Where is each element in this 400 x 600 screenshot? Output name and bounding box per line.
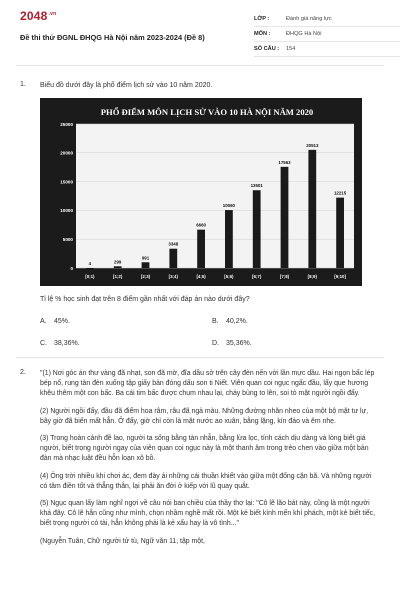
meta-value: 154 bbox=[286, 46, 296, 52]
x-tick-label: [3;4) bbox=[168, 274, 178, 279]
page-header bbox=[16, 0, 384, 66]
option-c[interactable] bbox=[40, 340, 80, 347]
option-letter: C. bbox=[40, 340, 47, 347]
bar bbox=[142, 262, 150, 268]
data-label: 17563 bbox=[278, 159, 291, 165]
data-label: 12215 bbox=[333, 190, 347, 196]
y-tick-label: 15000 bbox=[60, 179, 73, 185]
bar bbox=[197, 230, 205, 268]
x-tick-label: [6;7) bbox=[252, 274, 262, 279]
site-logo[interactable] bbox=[20, 9, 56, 23]
x-tick-label: [5;6) bbox=[224, 274, 234, 279]
option-letter: D. bbox=[212, 340, 219, 347]
passage-paragraph: (4) Ông trời nhiều khi chơi ác, đem đày ải những cái thuần khiết vào giữa một đống cặn bã. Và những người có tâm điền tốt và thẳng thắn, lại phải ăn đời ở kiếp với lũ quay quắt. bbox=[40, 472, 372, 490]
meta-row-subject bbox=[254, 27, 400, 42]
logo-text: 2048 bbox=[20, 9, 48, 23]
y-tick-label: 5000 bbox=[62, 237, 73, 242]
bar bbox=[86, 268, 94, 269]
meta-value: Đánh giá năng lực bbox=[286, 16, 332, 22]
bar bbox=[281, 167, 289, 268]
question-prompt: Tỉ lệ % học sinh đạt trên 8 điểm gần nhất với đáp án nào dưới đây? bbox=[40, 296, 250, 303]
option-text: 45%. bbox=[54, 318, 70, 325]
score-distribution-chart bbox=[40, 98, 362, 286]
exam-meta bbox=[254, 12, 400, 57]
option-a[interactable] bbox=[40, 318, 70, 325]
data-label: 4 bbox=[88, 260, 92, 266]
y-tick-label: 0 bbox=[70, 265, 73, 271]
x-tick-label: [4;5) bbox=[196, 274, 206, 279]
x-tick-label: [7;8) bbox=[279, 274, 290, 279]
y-tick-label: 25000 bbox=[60, 121, 73, 127]
option-text: 40,2%. bbox=[226, 318, 248, 325]
data-label: 991 bbox=[141, 255, 150, 261]
option-letter: A. bbox=[40, 318, 47, 325]
data-label: 13501 bbox=[250, 183, 263, 189]
meta-row-count bbox=[254, 42, 400, 57]
x-tick-label: [1;2) bbox=[113, 274, 123, 279]
option-b[interactable] bbox=[212, 318, 248, 325]
data-label: 3348 bbox=[168, 241, 179, 247]
meta-label: SỐ CÂU : bbox=[254, 46, 280, 52]
bar bbox=[225, 210, 233, 268]
option-text: 35,36%. bbox=[226, 340, 252, 347]
data-label: 6660 bbox=[196, 222, 206, 228]
data-label: 299 bbox=[114, 259, 122, 265]
bar bbox=[253, 190, 261, 268]
chart-svg bbox=[40, 98, 362, 286]
bar bbox=[114, 266, 122, 268]
meta-row-class bbox=[254, 12, 400, 27]
passage-paragraph: (5) Ngục quan lấy làm nghĩ ngợi về câu nói ban chiều của thầy thơ lại: "Cô lẽ lão bát này, cũng là một người khá đây. Cô lẽ hắn cũng như mình, chọn nhầm nghề mất rồi. Một kẻ biết kính mến khí phách, một kẻ biết tiếc, biết trọng người có tài, hẳn không phải là kẻ xấu hay là vô tình..." bbox=[40, 500, 376, 528]
data-label: 20513 bbox=[306, 142, 319, 148]
option-letter: B. bbox=[212, 318, 219, 325]
passage-paragraph: "(1) Nơi góc án thư vàng đã nhạt, son đã mờ, đĩa dầu sở trên cây đèn nến với lần mực dầu. Hai ngọn bấc lép bép nổ, rung tàn đèn xuống tập giấy bản đóng dấu son ti Niết. Viên quan coi ngục ngấc đầu, lấy que hương khêu thêm một con bấc. Ba cái tim bấc được chụm nhau lại, cháy bùng to lên, soi tỏ mặt người ngồi đấy. bbox=[40, 370, 375, 398]
bar bbox=[169, 249, 177, 268]
reading-passage bbox=[40, 369, 376, 554]
chart-title: PHỔ ĐIỂM MÔN LỊCH SỬ VÀO 10 HÀ NỘI NĂM 2020 bbox=[100, 107, 314, 117]
data-label: 10060 bbox=[222, 203, 236, 209]
y-tick-label: 20000 bbox=[60, 150, 73, 156]
meta-value: ĐHQG Hà Nội bbox=[286, 31, 322, 37]
meta-label: MÔN : bbox=[254, 31, 271, 37]
x-tick-label: [2;3) bbox=[140, 274, 151, 279]
x-tick-label: [0;1) bbox=[85, 274, 95, 279]
y-tick-label: 10000 bbox=[60, 208, 73, 214]
question-1 bbox=[20, 81, 380, 91]
option-d[interactable] bbox=[212, 340, 252, 347]
passage-paragraph: (3) Trong hoàn cảnh đề lao, người ta sống bằng tàn nhẫn, bằng lừa lọc, tính cách dịu dàng và lòng biết giá người, biết trọng người ngay của viên quan coi ngục này là một thanh âm trong trẻo chen vào giữa một bản đàn mà nhạc luật đều hỗn loạn xô bồ. bbox=[40, 435, 369, 463]
logo-suffix: .vn bbox=[48, 11, 57, 17]
question-number: 1. bbox=[20, 81, 26, 88]
question-divider bbox=[16, 357, 384, 358]
x-tick-label: [8;9) bbox=[307, 274, 317, 279]
passage-paragraph: (2) Người ngồi đấy, đầu đã điểm hoa râm, râu đã ngả màu. Những đường nhăn nheo của một bộ mặt tư lự, bây giờ đã biến mất hẳn. Ở đấy, giờ chỉ còn là mặt nước ao xuân, bằng lặng, kín đáo và êm nhẹ. bbox=[40, 407, 369, 425]
x-tick-label: [9;10] bbox=[334, 274, 346, 279]
question-number: 2. bbox=[20, 369, 26, 376]
exam-title: Đề thi thử ĐGNL ĐHQG Hà Nội năm 2023-2024 (Đề 8) bbox=[20, 33, 205, 42]
bar bbox=[336, 198, 344, 268]
passage-source: (Nguyễn Tuân, Chữ người tử tù, Ngữ văn 11, tập một, bbox=[40, 537, 205, 545]
bar bbox=[308, 150, 316, 268]
meta-label: LỚP : bbox=[254, 16, 270, 22]
question-text: Biểu đồ dưới đây là phổ điểm lịch sử vào 10 năm 2020. bbox=[40, 82, 213, 89]
option-text: 38,36%. bbox=[54, 340, 80, 347]
